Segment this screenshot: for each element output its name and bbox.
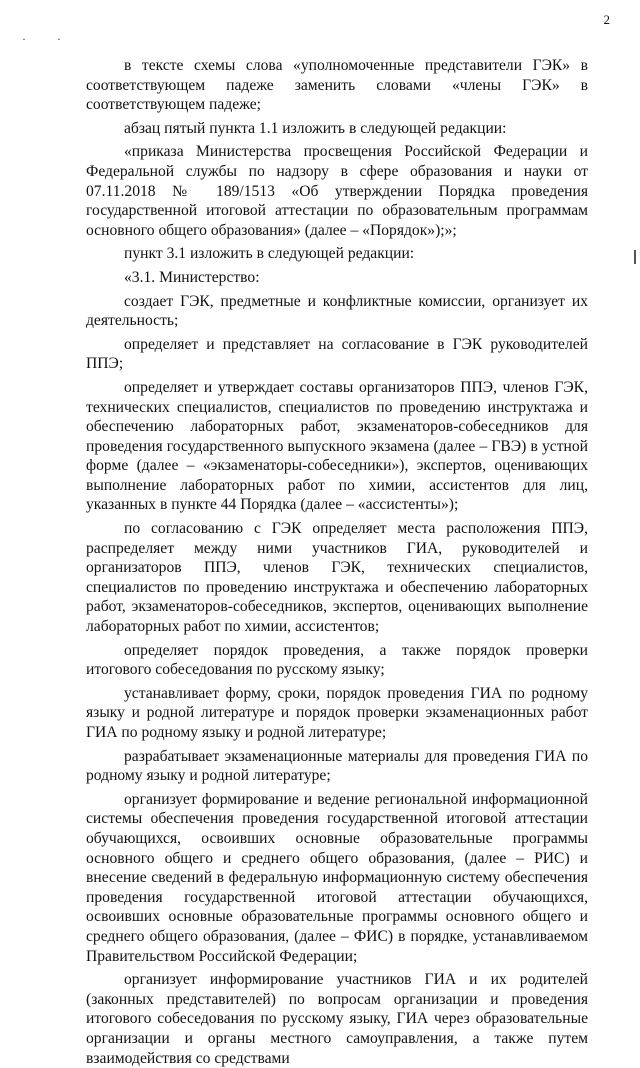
- paragraph: абзац пятый пункта 1.1 изложить в следующей редакции:: [124, 119, 507, 137]
- scan-edge-mark: [634, 250, 636, 264]
- scan-marks: · ·: [22, 32, 75, 46]
- paragraph: по согласованию с ГЭК определяет места расположения ППЭ, распределяет между ними участников ГИА, руководителей и организаторов ППЭ, членов ГЭК, технических специалистов, специалистов по проведению инструктажа и обеспечению лабораторных работ, экзаменаторов-собеседников, экспертов, оценивающих выполнение лабораторных работ по химии, ассистентов;: [86, 520, 588, 636]
- paragraph: определяет и утверждает составы организаторов ППЭ, членов ГЭК, технических специалистов, специалистов по проведению инструктажа и обеспечению лабораторных работ, экзаменаторов-собеседников для проведения государственного выпускного экзамена (далее – ГВЭ) в устной форме (далее – «экзаменаторы-собеседники»), экспертов, оценивающих выполнение лабораторных работ по химии, ассистентов для лиц, указанных в пункте 44 Порядка (далее – «ассистенты»);: [86, 378, 588, 514]
- paragraph: в тексте схемы слова «уполномоченные представители ГЭК» в соответствующем падеже заменить словами «члены ГЭК» в соответствующем падеже;: [86, 57, 588, 114]
- paragraph: пункт 3.1 изложить в следующей редакции:: [124, 245, 415, 263]
- paragraph: организует формирование и ведение региональной информационной системы обеспечения проведения государственной итоговой аттестации обучающихся, освоивших основные образовательные программы основного общего и среднего общего образования, (далее – РИС) и внесение сведений в федеральную информационную систему обеспечения проведения государственной итоговой аттестации обучающихся, освоивших основные образовательные программы основного общего и среднего общего образования, (далее – ФИС) в порядке, устанавливаемом Правительством Российской Федерации;: [86, 790, 588, 965]
- paragraph: определяет порядок проведения, а также порядок проверки итогового собеседования по русскому языку;: [86, 641, 588, 679]
- paragraph: организует информирование участников ГИА и их родителей (законных представителей) по вопросам организации и проведения итогового собеседования по русскому языку, ГИА через образовательные организации и органы местного самоуправления, а также путем взаимодействия со средствами: [86, 971, 588, 1067]
- page-number: 2: [603, 12, 610, 27]
- document-body: [86, 56, 588, 1068]
- paragraph: «приказа Министерства просвещения Российской Федерации и Федеральной службы по надзору в сфере образования и науки от 07.11.2018 № 189/1513 «Об утверждении Порядка проведения государственной итоговой аттестации по образовательным программам основного общего образования» (далее – «Порядок»);»;: [86, 143, 588, 239]
- paragraph: определяет и представляет на согласование в ГЭК руководителей ППЭ;: [86, 335, 588, 373]
- paragraph: «3.1. Министерство:: [124, 268, 260, 286]
- paragraph: устанавливает форму, сроки, порядок проведения ГИА по родному языку и родной литературе и порядок проверки экзаменационных работ ГИА по родному языку и родной литературе;: [86, 684, 588, 741]
- paragraph: создает ГЭК, предметные и конфликтные комиссии, организует их деятельность;: [86, 292, 588, 330]
- paragraph: разрабатывает экзаменационные материалы для проведения ГИА по родному языку и родной литературе;: [86, 747, 588, 785]
